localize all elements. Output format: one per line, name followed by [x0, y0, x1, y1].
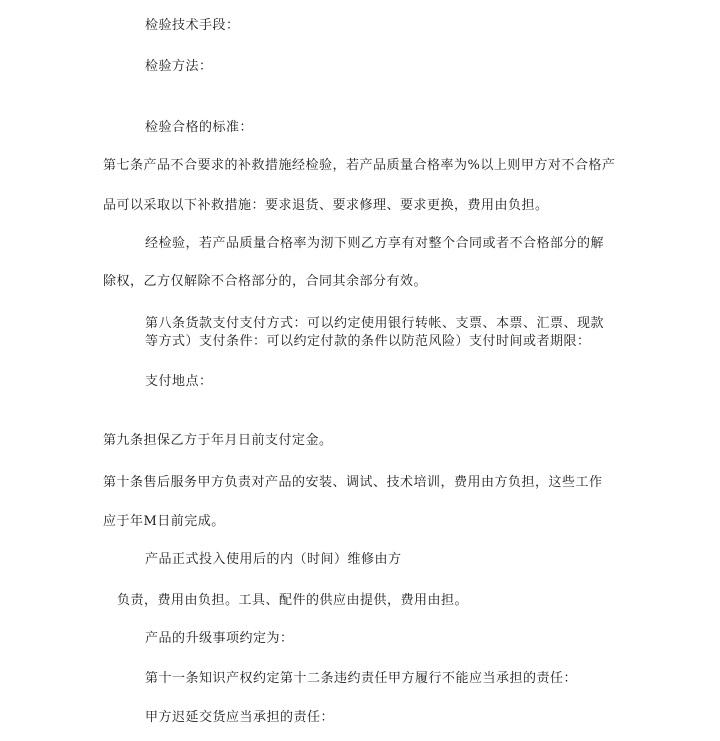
inspection-standard-line: 检验合格的标准： [145, 120, 254, 135]
inspection-means-line: 检验技术手段： [145, 18, 240, 33]
upgrade-terms-line: 产品的升级事项约定为： [145, 631, 294, 646]
article-11-12-line: 第十一条知识产权约定第十二条违约责任甲方履行不能应当承担的责任： [145, 671, 578, 686]
article-7-line-2: 品可以采取以下补救措施：要求退货、要求修理、要求更换，费用由负担。 [103, 198, 549, 213]
article-10-line-3: 产品正式投入使用后的内（时间）维修由方 [145, 552, 402, 567]
article-10-line-4: 负责，费用由负担。工具、配件的供应由提供，费用由担。 [117, 593, 469, 608]
payment-location-line: 支付地点： [145, 374, 213, 389]
late-delivery-line: 甲方迟延交货应当承担的责任： [145, 710, 335, 725]
inspection-method-line: 检验方法： [145, 59, 213, 74]
article-10-line-1: 第十条售后服务甲方负责对产品的安装、调试、技术培训，费用由方负担，这些工作 [103, 475, 603, 490]
article-7-line-1: 第七条产品不合要求的补救措施经检验，若产品质量合格率为%以上则甲方对不合格产 [103, 158, 616, 173]
article-9-line: 第九条担保乙方于年月日前支付定金。 [103, 433, 333, 448]
article-8-line-1: 第八条货款支付支付方式：可以约定使用银行转帐、支票、本票、汇票、现款 [145, 316, 605, 331]
article-8-line-2: 等方式）支付条件：可以约定付款的条件以防范风险）支付时间或者期限： [145, 334, 591, 349]
article-10-line-2: 应于年M日前完成。 [103, 514, 225, 529]
article-7-line-3: 经检验，若产品质量合格率为沏下则乙方享有对整个合同或者不合格部分的解 [145, 236, 605, 251]
article-7-line-4: 除权，乙方仅解除不合格部分的，合同其余部分有效。 [103, 274, 428, 289]
